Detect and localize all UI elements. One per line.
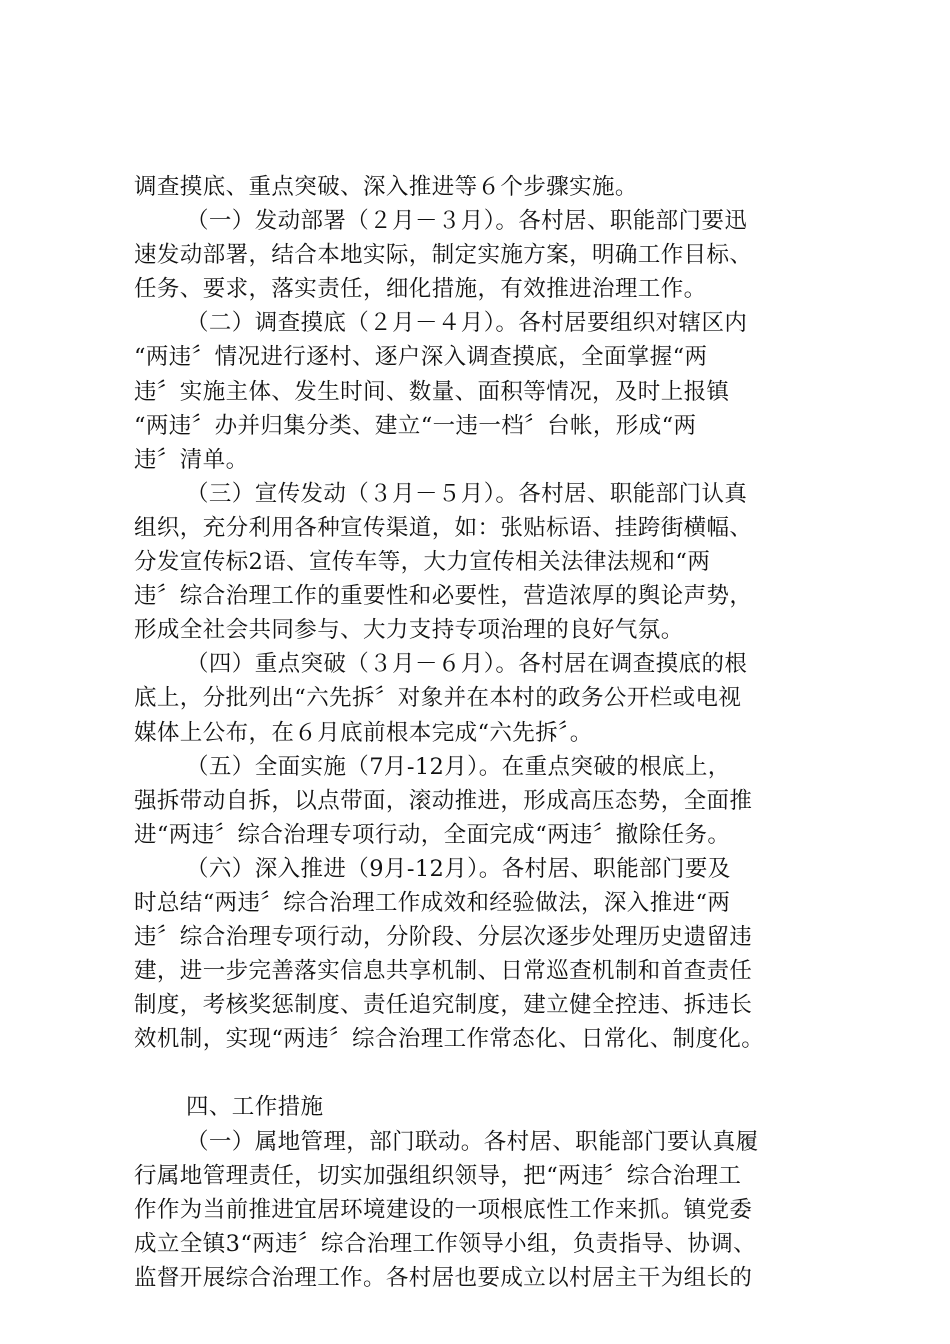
text-line: 调查摸底、重点突破、深入推进等６个步骤实施。: [134, 174, 638, 200]
paragraph-start-line: （一）属地管理，部门联动。各村居、职能部门要认真履: [186, 1128, 759, 1155]
text-line: 违〞综合治理工作的重要性和必要性，营造浓厚的舆论声势，: [134, 583, 753, 610]
text-line: 进“两违〞综合治理专项行动，全面完成“两违〞撤除任务。: [134, 821, 731, 848]
paragraph-start-line: （六）深入推进（9月-12月）。各村居、职能部门要及: [186, 855, 731, 882]
paragraph-start-line: （三）宣传发动（３月－５月）。各村居、职能部门认真: [186, 480, 748, 507]
text-line: 强拆带动自拆，以点带面，滚动推进，形成高压态势，全面推: [134, 787, 753, 814]
text-line: 效机制，实现“两违〞综合治理工作常态化、日常化、制度化。: [134, 1026, 765, 1053]
text-line: 违〞综合治理专项行动，分阶段、分层次逐步处理历史遗留违: [134, 924, 753, 951]
text-line: “两违〞办并归集分类、建立“一违一档〞台帐，形成“两: [134, 412, 697, 439]
text-line: 监督开展综合治理工作。各村居也要成立以村居主干为组长的: [134, 1264, 753, 1291]
text-line: 成立全镇3“两违〞综合治理工作领导小组，负责指导、协调、: [134, 1230, 757, 1257]
text-line: 速发动部署，结合本地实际，制定实施方案，明确工作目标、: [134, 242, 753, 269]
document-body: [134, 170, 824, 1295]
section-gap: [134, 1056, 824, 1090]
text-line: 制度，考核奖惩制度、责任追究制度，建立健全控违、拆违长: [134, 992, 753, 1019]
text-line: 组织，充分利用各种宣传渠道，如：张贴标语、挂跨街横幅、: [134, 514, 753, 541]
text-line: “两违〞情况进行逐村、逐户深入调查摸底，全面掌握“两: [134, 344, 708, 371]
text-line: 任务、要求，落实责任，细化措施，有效推进治理工作。: [134, 276, 707, 303]
text-line: 分发宣传标2语、宣传车等，大力宣传相关法律法规和“两: [134, 549, 711, 576]
text-line: 媒体上公布，在６月底前根本完成“六先拆〞。: [134, 719, 593, 746]
text-line: 违〞清单。: [134, 446, 249, 473]
text-line: 形成全社会共同参与、大力支持专项治理的良好气氛。: [134, 617, 684, 644]
text-line: 行属地管理责任，切实加强组织领导，把“两违〞综合治理工: [134, 1162, 742, 1189]
paragraph-start-line: （一）发动部署（２月－３月）。各村居、职能部门要迅: [186, 208, 748, 235]
section-heading: 四、工作措施: [186, 1094, 324, 1121]
paragraph-start-line: （二）调查摸底（２月－４月）。各村居要组织对辖区内: [186, 310, 748, 337]
paragraph-start-line: （四）重点突破（３月－６月）。各村居在调查摸底的根: [186, 651, 748, 678]
text-line: 违〞实施主体、发生时间、数量、面积等情况，及时上报镇: [134, 378, 730, 405]
text-line: 建，进一步完善落实信息共享机制、日常巡查机制和首查责任: [134, 958, 753, 985]
paragraph-start-line: （五）全面实施（7月-12月）。在重点突破的根底上，: [186, 753, 731, 780]
text-line: 底上，分批列出“六先拆〞对象并在本村的政务公开栏或电视: [134, 685, 742, 712]
text-line: 时总结“两违〞综合治理工作成效和经验做法，深入推进“两: [134, 889, 731, 916]
text-line: 作作为当前推进宜居环境建设的一项根底性工作来抓。镇党委: [134, 1196, 753, 1223]
